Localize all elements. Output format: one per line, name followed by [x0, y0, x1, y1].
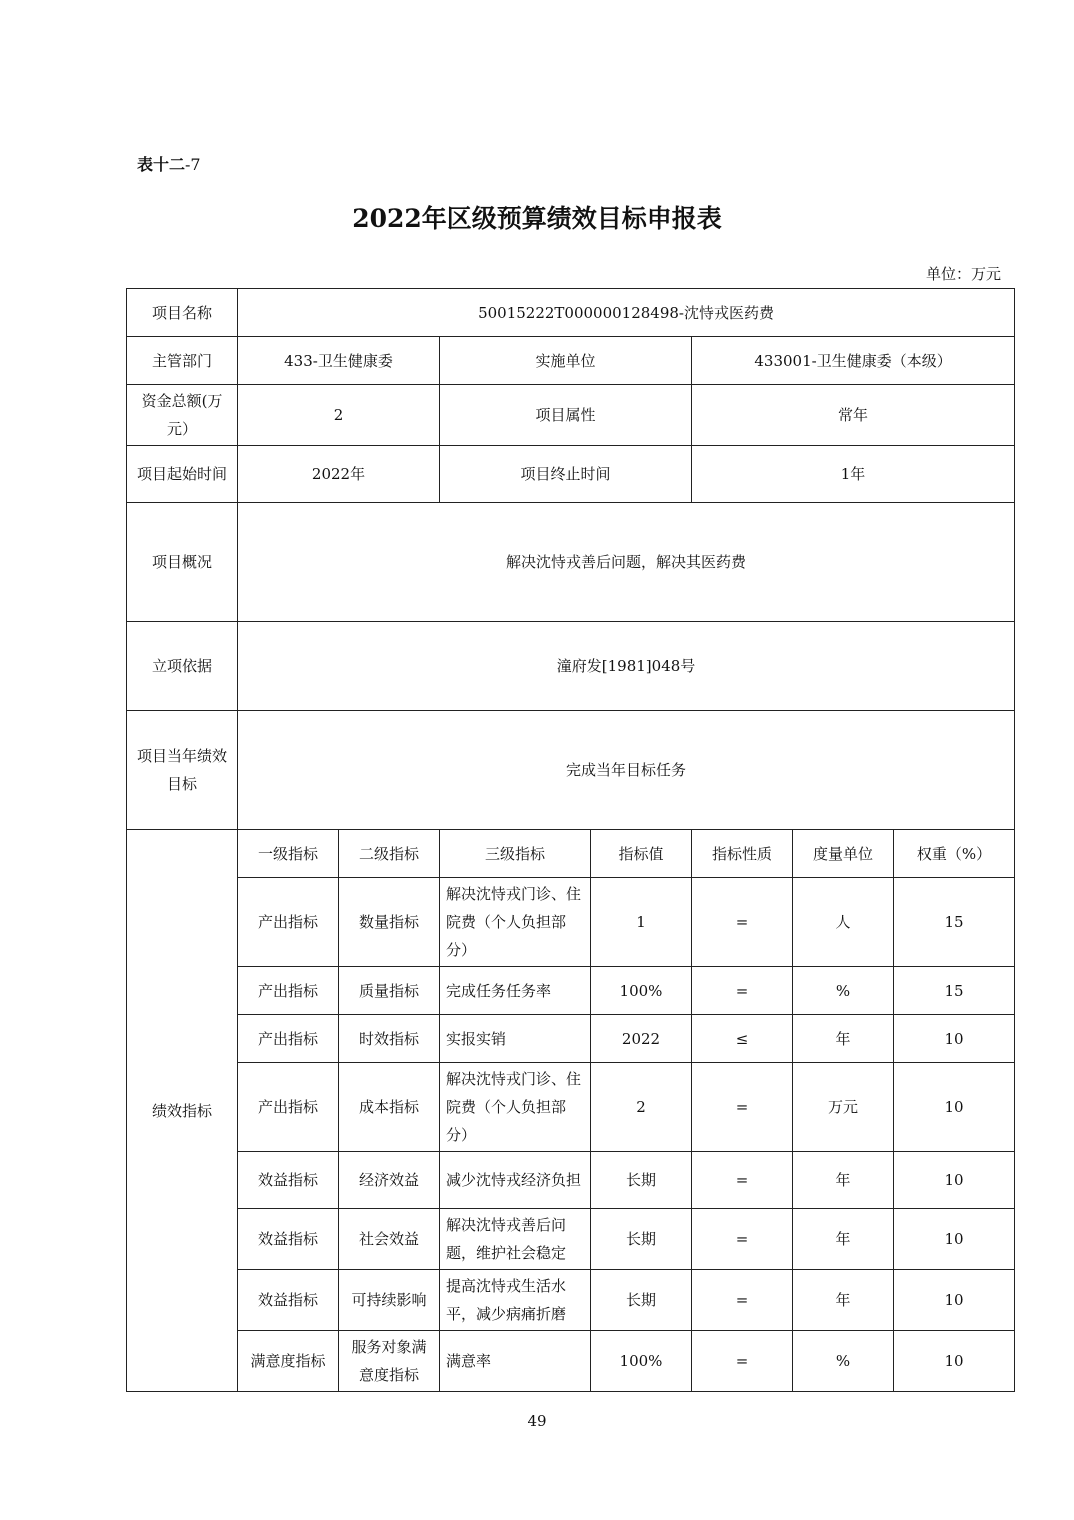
indicator-value: 2 — [591, 1063, 692, 1152]
indicator-level2: 可持续影响 — [339, 1270, 440, 1331]
impl-value: 433001-卫生健康委（本级） — [692, 337, 1015, 385]
budget-performance-table — [126, 288, 1015, 1392]
indicator-nature: = — [692, 878, 793, 967]
indicator-value: 2022 — [591, 1015, 692, 1063]
attr-value: 常年 — [692, 385, 1015, 446]
header-weight: 权重（%） — [894, 830, 1015, 878]
indicator-weight: 10 — [894, 1063, 1015, 1152]
indicator-nature: = — [692, 1063, 793, 1152]
goal-label: 项目当年绩效目标 — [127, 711, 238, 830]
impl-label: 实施单位 — [440, 337, 692, 385]
indicator-unit: 年 — [793, 1015, 894, 1063]
indicator-nature: = — [692, 1331, 793, 1392]
indicator-level3: 完成任务任务率 — [440, 967, 591, 1015]
indicator-row — [127, 967, 1015, 1015]
overview-label: 项目概况 — [127, 503, 238, 622]
indicator-weight: 10 — [894, 1209, 1015, 1270]
indicator-weight: 10 — [894, 1015, 1015, 1063]
indicator-level2: 数量指标 — [339, 878, 440, 967]
indicator-row — [127, 1152, 1015, 1209]
indicator-level1: 产出指标 — [238, 1015, 339, 1063]
row-overview — [127, 503, 1015, 622]
basis-label: 立项依据 — [127, 622, 238, 711]
fund-label: 资金总额(万元） — [127, 385, 238, 446]
document-title: 2022年区级预算绩效目标申报表 — [352, 204, 722, 233]
indicator-row — [127, 1331, 1015, 1392]
table-label-prefix: 表十二 — [137, 155, 186, 174]
table-label-suffix: -7 — [185, 155, 201, 174]
indicator-weight: 10 — [894, 1331, 1015, 1392]
indicator-row — [127, 1209, 1015, 1270]
project-name-label: 项目名称 — [127, 289, 238, 337]
unit-label: 单位：万元 — [925, 265, 1001, 283]
indicator-level1: 满意度指标 — [238, 1331, 339, 1392]
row-project-name — [127, 289, 1015, 337]
indicator-level1: 效益指标 — [238, 1209, 339, 1270]
indicator-nature: = — [692, 1270, 793, 1331]
table-label — [137, 152, 201, 175]
indicator-nature: ≤ — [692, 1015, 793, 1063]
indicator-level3: 解决沈恃戎门诊、住院费（个人负担部分） — [440, 878, 591, 967]
indicator-unit: 万元 — [793, 1063, 894, 1152]
start-label: 项目起始时间 — [127, 446, 238, 503]
page-number: 49 — [527, 1412, 547, 1430]
indicator-unit: 年 — [793, 1209, 894, 1270]
indicator-level3: 解决沈恃戎门诊、住院费（个人负担部分） — [440, 1063, 591, 1152]
indicator-level1: 产出指标 — [238, 878, 339, 967]
overview-value: 解决沈恃戎善后问题，解决其医药费 — [238, 503, 1015, 622]
indicator-value: 100% — [591, 967, 692, 1015]
indicator-weight: 15 — [894, 878, 1015, 967]
indicator-row — [127, 1270, 1015, 1331]
indicator-row — [127, 878, 1015, 967]
start-value: 2022年 — [238, 446, 440, 503]
indicator-nature: = — [692, 1209, 793, 1270]
indicator-weight: 15 — [894, 967, 1015, 1015]
indicator-value: 100% — [591, 1331, 692, 1392]
indicator-row — [127, 1063, 1015, 1152]
indicator-level1: 效益指标 — [238, 1152, 339, 1209]
indicator-level3: 解决沈恃戎善后问题，维护社会稳定 — [440, 1209, 591, 1270]
indicator-level1: 产出指标 — [238, 1063, 339, 1152]
indicator-level2: 质量指标 — [339, 967, 440, 1015]
goal-value: 完成当年目标任务 — [238, 711, 1015, 830]
indicator-value: 长期 — [591, 1152, 692, 1209]
indicator-level2: 服务对象满意度指标 — [339, 1331, 440, 1392]
indicator-value: 长期 — [591, 1209, 692, 1270]
indicator-level1: 产出指标 — [238, 967, 339, 1015]
row-goal — [127, 711, 1015, 830]
dept-label: 主管部门 — [127, 337, 238, 385]
indicator-level3: 满意率 — [440, 1331, 591, 1392]
fund-value: 2 — [238, 385, 440, 446]
row-period — [127, 446, 1015, 503]
indicator-level3: 减少沈恃戎经济负担 — [440, 1152, 591, 1209]
indicator-nature: = — [692, 1152, 793, 1209]
row-basis — [127, 622, 1015, 711]
header-level2: 二级指标 — [339, 830, 440, 878]
indicator-unit: 年 — [793, 1270, 894, 1331]
end-value: 1年 — [692, 446, 1015, 503]
indicator-level2: 社会效益 — [339, 1209, 440, 1270]
header-level1: 一级指标 — [238, 830, 339, 878]
indicator-weight: 10 — [894, 1152, 1015, 1209]
indicator-value: 1 — [591, 878, 692, 967]
header-value: 指标值 — [591, 830, 692, 878]
indicator-unit: % — [793, 967, 894, 1015]
indicator-unit: % — [793, 1331, 894, 1392]
indicator-level1: 效益指标 — [238, 1270, 339, 1331]
header-nature: 指标性质 — [692, 830, 793, 878]
indicator-weight: 10 — [894, 1270, 1015, 1331]
indicator-level2: 时效指标 — [339, 1015, 440, 1063]
row-fund — [127, 385, 1015, 446]
header-level3: 三级指标 — [440, 830, 591, 878]
header-unit: 度量单位 — [793, 830, 894, 878]
indicator-level3: 提高沈恃戎生活水平，减少病痛折磨 — [440, 1270, 591, 1331]
indicator-level2: 成本指标 — [339, 1063, 440, 1152]
project-name-value: 50015222T000000128498-沈恃戎医药费 — [238, 289, 1015, 337]
indicator-header-row — [127, 830, 1015, 878]
indicator-level3: 实报实销 — [440, 1015, 591, 1063]
dept-value: 433-卫生健康委 — [238, 337, 440, 385]
attr-label: 项目属性 — [440, 385, 692, 446]
basis-value: 潼府发[1981]048号 — [238, 622, 1015, 711]
row-department — [127, 337, 1015, 385]
end-label: 项目终止时间 — [440, 446, 692, 503]
indicator-section-label: 绩效指标 — [127, 830, 238, 1392]
indicator-nature: = — [692, 967, 793, 1015]
indicator-row — [127, 1015, 1015, 1063]
indicator-level2: 经济效益 — [339, 1152, 440, 1209]
indicator-unit: 人 — [793, 878, 894, 967]
indicator-unit: 年 — [793, 1152, 894, 1209]
indicator-value: 长期 — [591, 1270, 692, 1331]
